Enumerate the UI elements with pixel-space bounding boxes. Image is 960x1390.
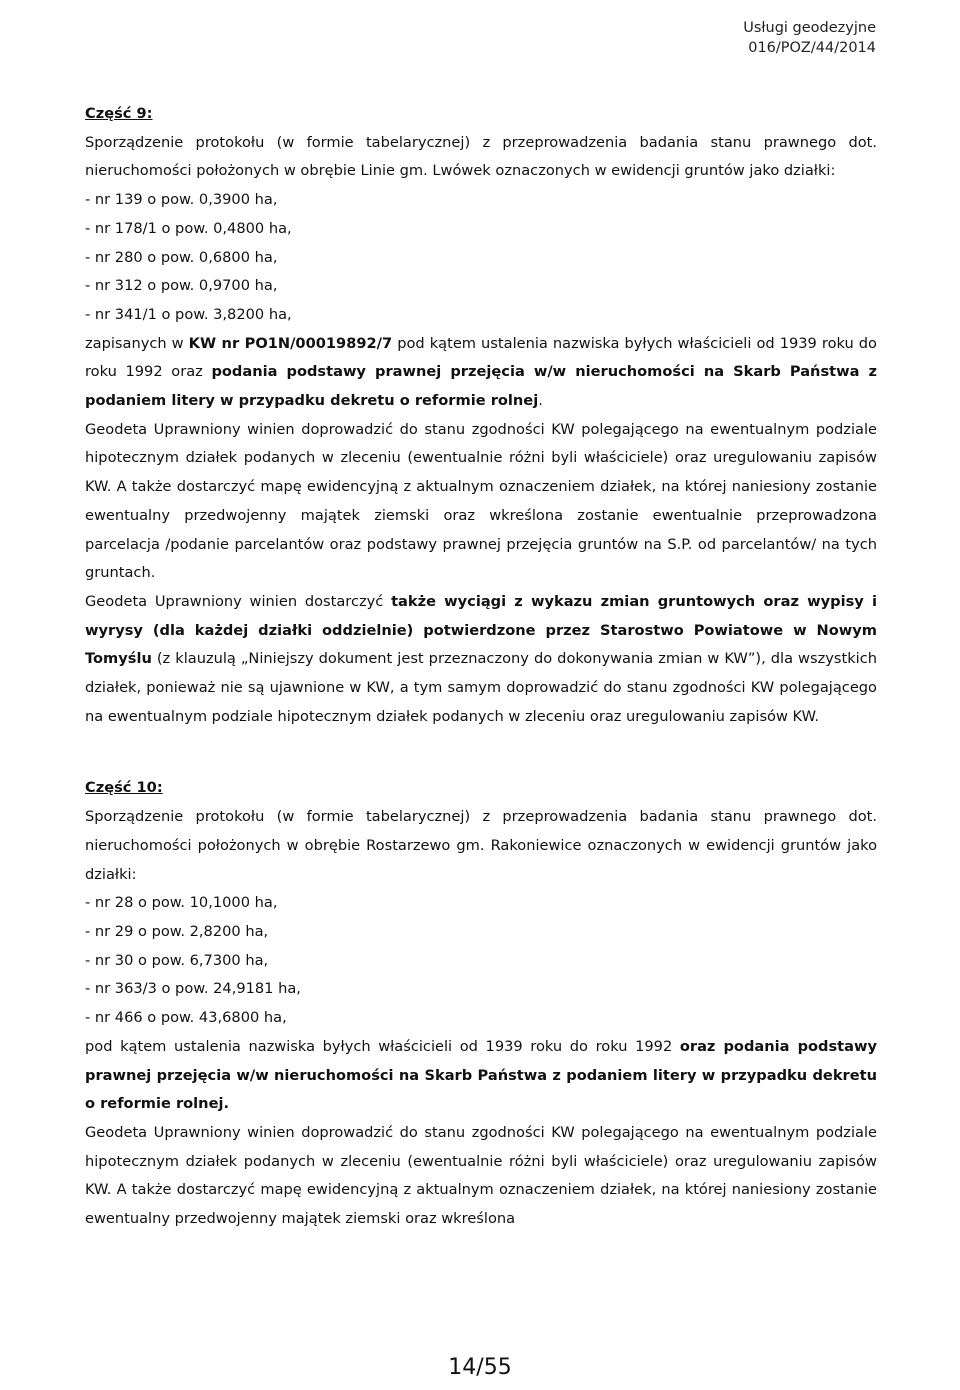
- page-header: [743, 18, 876, 58]
- surveyor-paragraph: [85, 588, 877, 732]
- section-intro: Sporządzenie protokołu (w formie tabelarycznej) z przeprowadzenia badania stanu prawnego dot. nieruchomości położonych w obrębie Linie gm. Lwówek oznaczonych w ewidencji gruntów jako działki:: [85, 133, 877, 180]
- document-body: [85, 100, 877, 1234]
- list-item: - nr 466 o pow. 43,6800 ha,: [85, 1009, 287, 1027]
- parcel-list: [85, 186, 877, 330]
- list-item: - nr 363/3 o pow. 24,9181 ha,: [85, 980, 301, 998]
- bold-requirement: także wyciągi z wykazu zmian gruntowych oraz wypisy i wyrysy (dla każdej działki oddzielnie) potwierdzone przez Starostwo Powiatowe w Nowym Tomyślu: [85, 592, 877, 668]
- text-run: pod kątem ustalenia nazwiska byłych właścicieli od 1939 roku do roku 1992 oraz: [85, 334, 877, 381]
- section-spacer: [85, 731, 877, 774]
- text-run: .: [538, 392, 543, 410]
- section-part-9: [85, 100, 877, 731]
- list-item: - nr 341/1 o pow. 3,8200 ha,: [85, 305, 292, 323]
- list-item: - nr 178/1 o pow. 0,4800 ha,: [85, 219, 292, 237]
- scope-paragraph: [85, 330, 877, 416]
- bold-requirement: podania podstawy prawnej przejęcia w/w nieruchomości na Skarb Państwa z podaniem litery w przypadku dekretu o reformie rolnej: [85, 363, 878, 410]
- text-run: (z klauzulą „Niniejszy dokument jest przeznaczony do dokonywania zmian w KW”), dla wszystkich działek, ponieważ nie są ujawnione w KW, a tym samym doprowadzić do stanu zgodności KW polegającego na ewentualnym podziale hipotecznym działek podanych w zleceniu oraz uregulowaniu zapisów KW.: [85, 650, 877, 725]
- section-heading: Część 9:: [85, 105, 153, 122]
- text-run: zapisanych w: [85, 334, 189, 352]
- land-register-number: KW nr PO1N/00019892/7: [188, 334, 393, 352]
- section-part-10: [85, 774, 877, 1233]
- bold-requirement: oraz podania podstawy prawnej przejęcia w/w nieruchomości na Skarb Państwa z podaniem litery w przypadku dekretu o reformie rolnej.: [85, 1037, 877, 1113]
- header-reference-number: 016/POZ/44/2014: [748, 40, 876, 56]
- header-service-name: Usługi geodezyjne: [743, 20, 876, 36]
- list-item: - nr 280 o pow. 0,6800 ha,: [85, 248, 278, 266]
- page-number: 14/55: [448, 1355, 512, 1380]
- list-item: - nr 28 o pow. 10,1000 ha,: [85, 894, 278, 912]
- surveyor-paragraph: Geodeta Uprawniony winien doprowadzić do stanu zgodności KW polegającego na ewentualnym podziale hipotecznym działek podanych w zleceniu (ewentualnie różni byli właściciele) oraz uregulowaniu zapisów KW. A także dostarczyć mapę ewidencyjną z aktualnym oznaczeniem działek, na której naniesiony zostanie ewentualny przedwojenny majątek ziemski oraz wkreślona: [85, 1123, 877, 1228]
- text-run: Geodeta Uprawniony winien dostarczyć: [85, 592, 392, 610]
- list-item: - nr 139 o pow. 0,3900 ha,: [85, 191, 278, 209]
- scope-paragraph: [85, 1033, 877, 1119]
- list-item: - nr 30 o pow. 6,7300 ha,: [85, 951, 269, 969]
- list-item: - nr 29 o pow. 2,8200 ha,: [85, 922, 269, 940]
- section-intro: Sporządzenie protokołu (w formie tabelarycznej) z przeprowadzenia badania stanu prawnego dot. nieruchomości położonych w obrębie Rostarzewo gm. Rakoniewice oznaczonych w ewidencji gruntów jako działki:: [85, 808, 877, 883]
- text-run: pod kątem ustalenia nazwiska byłych właścicieli od 1939 roku do roku 1992: [85, 1037, 680, 1055]
- surveyor-paragraph: Geodeta Uprawniony winien doprowadzić do stanu zgodności KW polegającego na ewentualnym podziale hipotecznym działek podanych w zleceniu (ewentualnie różni byli właściciele) oraz uregulowaniu zapisów KW. A także dostarczyć mapę ewidencyjną z aktualnym oznaczeniem działek, na której naniesiony zostanie ewentualny przedwojenny majątek ziemski oraz wkreślona zostanie ewentualnie przeprowadzona parcelacja /podanie parcelantów oraz podstawy prawnej przejęcia gruntów na S.P. od parcelantów/ na tych gruntach.: [85, 420, 877, 582]
- list-item: - nr 312 o pow. 0,9700 ha,: [85, 277, 278, 295]
- section-heading: Część 10:: [85, 779, 163, 797]
- parcel-list: [85, 889, 877, 1033]
